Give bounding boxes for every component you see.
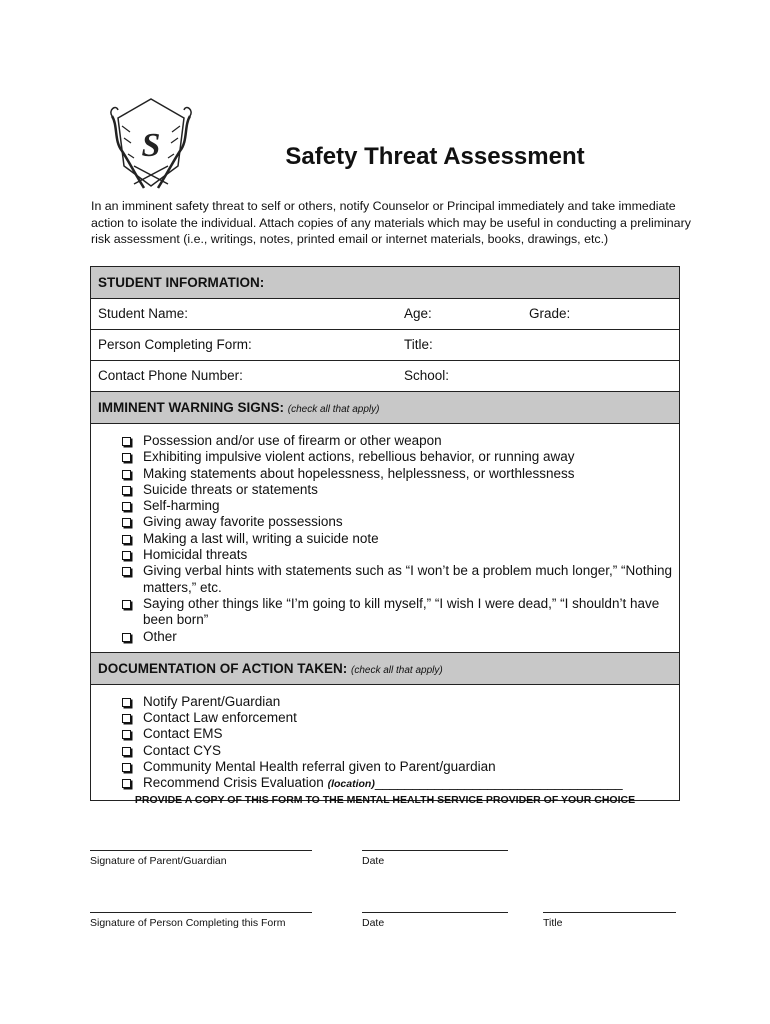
checklist-item[interactable] — [119, 629, 679, 645]
checklist-item-label: Self-harming — [143, 498, 220, 514]
documentation-header — [91, 653, 679, 685]
contact-phone-label: Contact Phone Number: — [98, 368, 243, 383]
documentation-list — [91, 685, 679, 800]
checklist-item-label: Suicide threats or statements — [143, 481, 318, 497]
date-line-1[interactable] — [362, 850, 508, 851]
student-name-label: Student Name: — [98, 306, 189, 321]
documentation-section — [91, 685, 679, 800]
page-title: Safety Threat Assessment — [285, 143, 585, 170]
title-line[interactable] — [543, 912, 676, 913]
checkbox-icon[interactable] — [122, 486, 131, 495]
checkbox-icon[interactable] — [122, 567, 131, 576]
checklist-item[interactable] — [119, 498, 679, 514]
contact-phone-row[interactable] — [91, 361, 679, 392]
checkbox-icon[interactable] — [122, 600, 131, 609]
checkbox-icon[interactable] — [122, 747, 131, 756]
checkbox-icon[interactable] — [122, 535, 131, 544]
student-info-header: STUDENT INFORMATION: — [91, 267, 679, 299]
person-completing-row[interactable] — [91, 330, 679, 361]
checklist-item[interactable] — [119, 726, 679, 742]
checkbox-icon[interactable] — [122, 502, 131, 511]
checklist-item[interactable] — [119, 433, 679, 449]
date-label-1: Date — [362, 855, 385, 867]
documentation-header-text: DOCUMENTATION OF ACTION TAKEN: — [98, 660, 348, 676]
person-signature-line[interactable] — [90, 912, 312, 913]
checklist-item-label: Recommend Crisis Evaluation — [143, 775, 324, 791]
checklist-item[interactable] — [119, 482, 679, 498]
checklist-item-label: Giving away favorite possessions — [143, 514, 343, 530]
checkbox-icon[interactable] — [122, 470, 131, 479]
checklist-item[interactable] — [119, 466, 679, 482]
checklist-item[interactable] — [119, 743, 679, 759]
warning-signs-section — [91, 424, 679, 653]
checkbox-icon[interactable] — [122, 437, 131, 446]
title-signature-label: Title — [543, 917, 563, 929]
assessment-form — [90, 266, 680, 801]
checkbox-icon[interactable] — [122, 714, 131, 723]
checklist-item-label: Contact EMS — [143, 726, 223, 742]
intro-paragraph: In an imminent safety threat to self or others, notify Counselor or Principal immediately and take immediate action to isolate the individual. Attach copies of any materials which may be useful in conducting a preliminary risk assessment (i.e., writings, notes, printed email or internet materials, books, drawings, etc.) — [91, 199, 691, 247]
checklist-item-label: Saying other things like “I’m going to kill myself,” “I wish I were dead,” “I shouldn’t have been born” — [143, 595, 660, 628]
title-label: Title: — [404, 337, 433, 352]
date-line-2[interactable] — [362, 912, 508, 913]
age-label: Age: — [404, 306, 432, 321]
location-label: (location) — [327, 778, 375, 791]
location-field[interactable]: _________________________________ — [374, 775, 623, 791]
checklist-item[interactable] — [119, 514, 679, 530]
checklist-item-label: Other — [143, 628, 177, 644]
checklist-item[interactable] — [119, 563, 679, 596]
checklist-item-label: Notify Parent/Guardian — [143, 693, 281, 709]
provide-copy-note: PROVIDE A COPY OF THIS FORM TO THE MENTAL HEALTH SERVICE PROVIDER OF YOUR CHOICE — [134, 794, 636, 806]
checklist-item[interactable] — [119, 531, 679, 547]
parent-signature-line[interactable] — [90, 850, 312, 851]
svg-text:S: S — [141, 127, 161, 164]
checklist-item[interactable] — [119, 449, 679, 465]
checklist-item-label: Homicidal threats — [143, 547, 248, 563]
student-name-row[interactable] — [91, 299, 679, 330]
person-signature-label: Signature of Person Completing this Form — [90, 917, 286, 929]
checklist-item[interactable] — [119, 547, 679, 563]
checklist-item-label: Contact CYS — [143, 742, 222, 758]
warning-signs-list — [91, 424, 679, 652]
checklist-item[interactable] — [119, 775, 679, 792]
date-label-2: Date — [362, 917, 385, 929]
checkbox-icon[interactable] — [122, 633, 131, 642]
checklist-item-label: Making statements about hopelessness, helplessness, or worthlessness — [143, 465, 575, 481]
checkbox-icon[interactable] — [122, 518, 131, 527]
checkbox-icon[interactable] — [122, 730, 131, 739]
checklist-item-label: Community Mental Health referral given to Parent/guardian — [143, 759, 496, 775]
checkbox-icon[interactable] — [122, 453, 131, 462]
checkbox-icon[interactable] — [122, 551, 131, 560]
person-completing-label: Person Completing Form: — [98, 337, 252, 352]
checklist-item-label: Exhibiting impulsive violent actions, rebellious behavior, or running away — [143, 449, 575, 465]
school-label: School: — [404, 368, 450, 383]
checklist-item-label: Making a last will, writing a suicide note — [143, 530, 379, 546]
checklist-item[interactable] — [119, 710, 679, 726]
warning-signs-header: IMMINENT WARNING SIGNS: (check all that apply) — [91, 392, 679, 424]
checklist-item-label: Possession and/or use of firearm or other weapon — [143, 433, 442, 448]
grade-label: Grade: — [529, 306, 571, 321]
documentation-note: (check all that apply) — [351, 664, 443, 676]
checklist-item[interactable] — [119, 694, 679, 710]
checkbox-icon[interactable] — [122, 698, 131, 707]
warning-note: (check all that apply) — [287, 404, 380, 415]
parent-signature-label: Signature of Parent/Guardian — [90, 855, 227, 867]
checklist-item-label: Contact Law enforcement — [143, 710, 297, 726]
warning-header-text: IMMINENT WARNING SIGNS — [98, 400, 280, 415]
checkbox-icon[interactable] — [122, 763, 131, 772]
checkbox-icon[interactable] — [122, 779, 131, 788]
checklist-item[interactable] — [119, 759, 679, 775]
checklist-item-label: Giving verbal hints with statements such as “I won’t be a problem much longer,” “Nothing matters,” etc. — [143, 563, 672, 595]
checklist-item[interactable] — [119, 596, 679, 629]
